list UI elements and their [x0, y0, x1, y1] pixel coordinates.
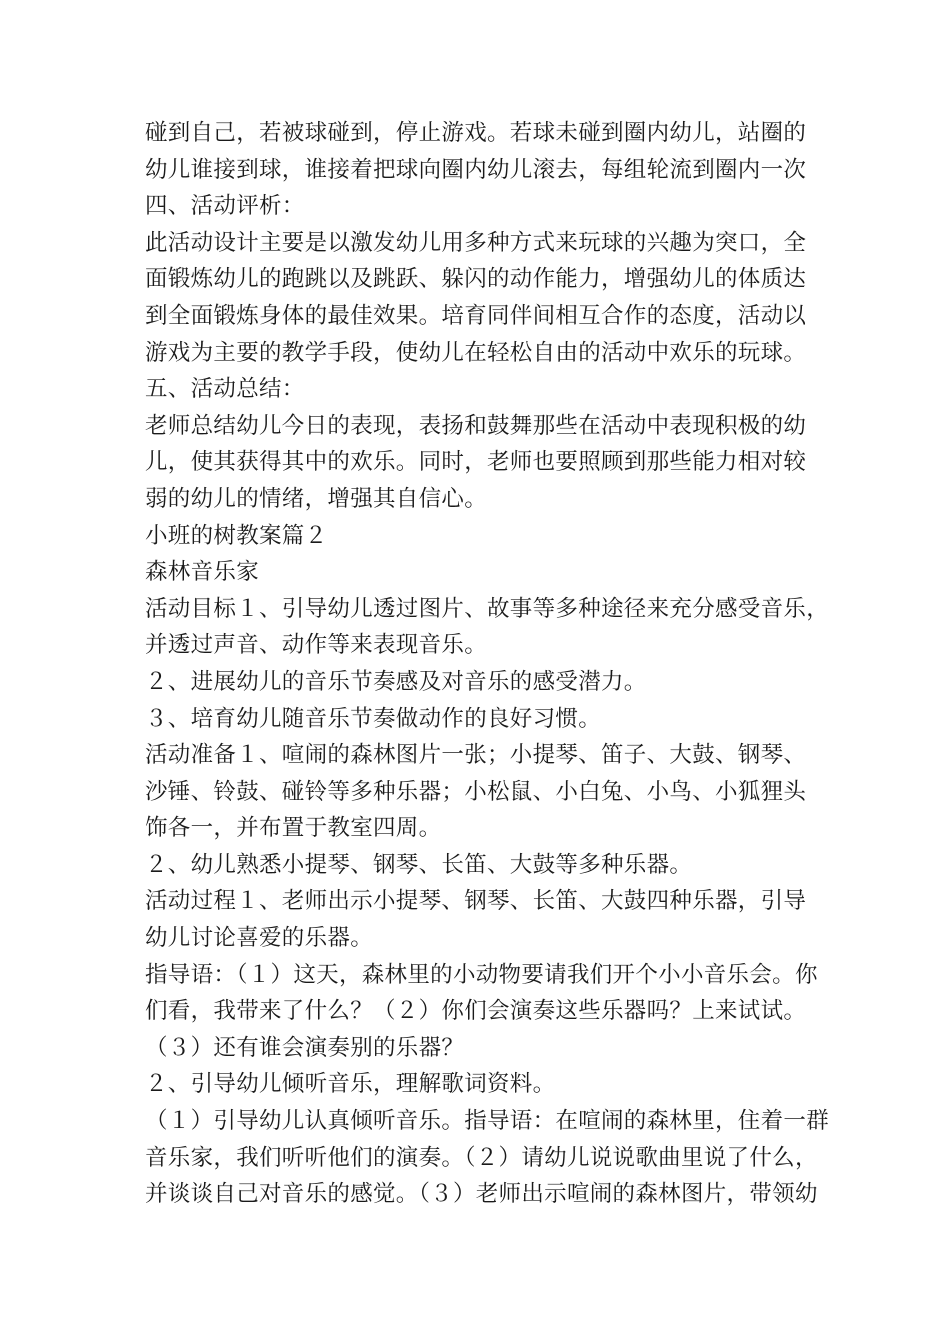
text-line: 此活动设计主要是以激发幼儿用多种方式来玩球的兴趣为突口，全	[145, 229, 807, 256]
lesson-subtitle: 森林音乐家	[145, 559, 260, 586]
text-line: 活动目标１、引导幼儿透过图片、故事等多种途径来充分感受音乐，	[145, 595, 830, 622]
section-heading: 四、活动评析：	[145, 193, 305, 220]
text-line: 饰各一，并布置于教室四周。	[145, 815, 442, 842]
text-line: ２、进展幼儿的音乐节奏感及对音乐的感受潜力。	[145, 668, 647, 695]
text-line: 并谈谈自己对音乐的感觉。（３）老师出示喧闹的森林图片，带领幼	[145, 1181, 818, 1208]
text-line: （１）引导幼儿认真倾听音乐。指导语：在喧闹的森林里，住着一群	[145, 1108, 830, 1135]
text-line: 并透过声音、动作等来表现音乐。	[145, 632, 488, 659]
text-line: 指导语：（１）这天，森林里的小动物要请我们开个小小音乐会。你	[145, 961, 818, 988]
document-body	[145, 115, 845, 1213]
text-line: ３、培育幼儿随音乐节奏做动作的良好习惯。	[145, 705, 602, 732]
text-line: 碰到自己，若被球碰到，停止游戏。若球未碰到圈内幼儿，站圈的	[145, 120, 807, 146]
text-line: 面锻炼幼儿的跑跳以及跳跃、躲闪的动作能力，增强幼儿的体质达	[145, 266, 807, 293]
text-line: 弱的幼儿的情绪，增强其自信心。	[145, 485, 488, 512]
text-line: ２、幼儿熟悉小提琴、钢琴、长笛、大鼓等多种乐器。	[145, 851, 693, 878]
text-line: 活动过程１、老师出示小提琴、钢琴、长笛、大鼓四种乐器，引导	[145, 888, 807, 915]
text-line: 幼儿讨论喜爱的乐器。	[145, 925, 374, 952]
text-line: 们看，我带来了什么？（２）你们会演奏这些乐器吗？上来试试。	[145, 998, 807, 1025]
text-line: 儿，使其获得其中的欢乐。同时，老师也要照顾到那些能力相对较	[145, 449, 807, 476]
text-line: 音乐家，我们听听他们的演奏。（２）请幼儿说说歌曲里说了什么，	[145, 1144, 818, 1171]
text-line: 到全面锻炼身体的最佳效果。培育同伴间相互合作的态度，活动以	[145, 302, 807, 329]
text-line: 老师总结幼儿今日的表现，表扬和鼓舞那些在活动中表现积极的幼	[145, 412, 807, 439]
lesson-title: 小班的树教案篇２	[145, 522, 328, 549]
text-line: 游戏为主要的教学手段，使幼儿在轻松自由的活动中欢乐的玩球。	[145, 339, 807, 366]
section-heading: 五、活动总结：	[145, 376, 305, 403]
text-line: ２、引导幼儿倾听音乐，理解歌词资料。	[145, 1071, 556, 1098]
text-line: 幼儿谁接到球，谁接着把球向圈内幼儿滚去，每组轮流到圈内一次	[145, 156, 807, 183]
text-line: 沙锤、铃鼓、碰铃等多种乐器；小松鼠、小白兔、小鸟、小狐狸头	[145, 778, 807, 805]
text-line: （３）还有谁会演奏别的乐器？	[145, 1034, 465, 1061]
text-line: 活动准备１、喧闹的森林图片一张；小提琴、笛子、大鼓、钢琴、	[145, 742, 807, 769]
